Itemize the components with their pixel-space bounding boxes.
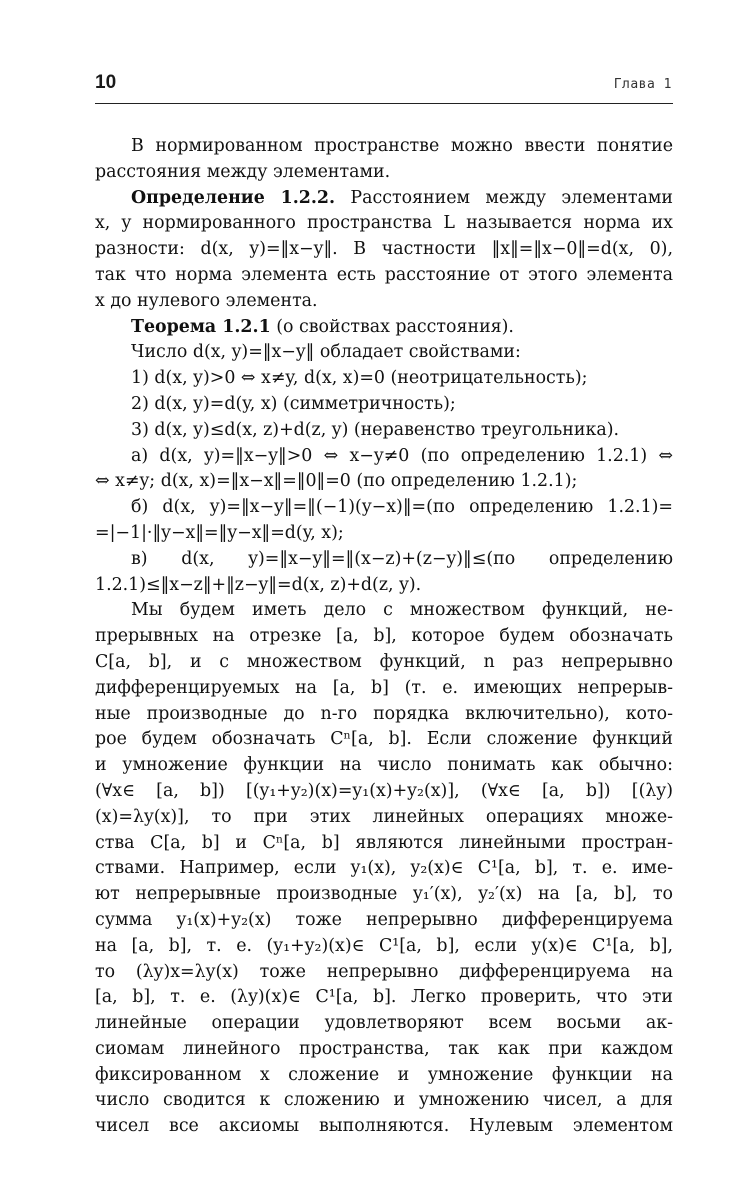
text-line: 3) d(x, y)≤d(x, z)+d(z, y) (неравенство треугольника). (131, 419, 620, 440)
text-line: x, y нормированного пространства L называется норма их (95, 213, 673, 234)
text-line: рое будем обозначать Cⁿ[a, b]. Если сложение функций (95, 729, 673, 750)
text-line: (∀x∈ [a, b]) [(y₁+y₂)(x)=y₁(x)+y₂(x)], (∀x∈ [a, b]) [(λy) (95, 780, 673, 801)
text-line: [a, b], т. е. (λy)(x)∈ C¹[a, b]. Легко проверить, что эти (95, 987, 673, 1008)
page-number: 10 (95, 72, 117, 93)
text-line: то (λy)x=λy(x) тоже непрерывно дифференцируема на (95, 961, 673, 982)
text-line: разности: d(x, y)=‖x−y‖. В частности ‖x‖=‖x−0‖=d(x, 0), (95, 239, 673, 260)
body-text (95, 134, 673, 1140)
header-rule (95, 103, 673, 104)
text-line: фиксированном x сложение и умножение функции на (95, 1064, 673, 1085)
theorem-title: (о свойствах расстояния). (276, 316, 514, 337)
text-line: Мы будем иметь дело с множеством функций, не- (131, 600, 673, 621)
theorem-label: Теорема 1.2.1 (131, 316, 271, 337)
text-line: =|−1|·‖y−x‖=‖y−x‖=d(y, x); (95, 522, 344, 543)
definition-label: Определение 1.2.2. (131, 187, 336, 208)
text-line: Число d(x, y)=‖x−y‖ обладает свойствами: (131, 342, 521, 363)
text-line: ные производные до n-го порядка включительно), кото- (95, 703, 673, 724)
text-line: прерывных на отрезке [a, b], которое будем обозначать (95, 626, 673, 647)
text-line: ют непрерывные производные y₁′(x), y₂′(x) на [a, b], то (95, 884, 673, 905)
text-line: дифференцируемых на [a, b] (т. е. имеющих непрерыв- (95, 677, 673, 698)
text-line: ства C[a, b] и Cⁿ[a, b] являются линейными простран- (95, 832, 673, 853)
text-line: сиомам линейного пространства, так как при каждом (95, 1038, 673, 1059)
text-line: сумма y₁(x)+y₂(x) тоже непрерывно дифференцируема (95, 909, 673, 930)
theorem-line (95, 315, 673, 341)
text-line: 1.2.1)≤‖x−z‖+‖z−y‖=d(x, z)+d(z, y). (95, 574, 422, 595)
text-line: расстояния между элементами. (95, 161, 391, 182)
text-line: линейные операции удовлетворяют всем восьми ак- (95, 1013, 673, 1034)
text-line: в) d(x, y)=‖x−y‖=‖(x−z)+(z−y)‖≤(по определению (131, 548, 673, 569)
text-line: чисел все аксиомы выполняются. Нулевым элементом (95, 1116, 673, 1137)
text-fragment: Расстоянием между элементами (350, 187, 673, 208)
text-line: x до нулевого элемента. (95, 290, 318, 311)
text-line: ⇔ x≠y; d(x, x)=‖x−x‖=‖0‖=0 (по определению 1.2.1); (95, 471, 578, 492)
definition-line (95, 186, 673, 212)
text-line: так что норма элемента есть расстояние от этого элемента (95, 264, 673, 285)
text-line: б) d(x, y)=‖x−y‖=‖(−1)(y−x)‖=(по определению 1.2.1)= (131, 497, 673, 518)
text-line: (x)=λy(x)], то при этих линейных операциях множе- (95, 806, 673, 827)
running-head: Глава 1 (613, 77, 672, 92)
text-line: ствами. Например, если y₁(x), y₂(x)∈ C¹[a, b], т. е. име- (95, 858, 673, 879)
text-line: и умножение функции на число понимать как обычно: (95, 755, 673, 776)
text-line: В нормированном пространстве можно ввести понятие (131, 136, 673, 156)
text-line: а) d(x, y)=‖x−y‖>0 ⇔ x−y≠0 (по определению 1.2.1) ⇔ (131, 445, 673, 466)
text-line: C[a, b], и с множеством функций, n раз непрерывно (95, 651, 673, 672)
text-line: 1) d(x, y)>0 ⇔ x≠y, d(x, x)=0 (неотрицательность); (131, 368, 588, 389)
text-line: число сводится к сложению и умножению чисел, а для (95, 1090, 673, 1111)
text-line: на [a, b], т. е. (y₁+y₂)(x)∈ C¹[a, b], если y(x)∈ C¹[a, b], (95, 935, 673, 956)
text-line: 2) d(x, y)=d(y, x) (симметричность); (131, 393, 456, 414)
